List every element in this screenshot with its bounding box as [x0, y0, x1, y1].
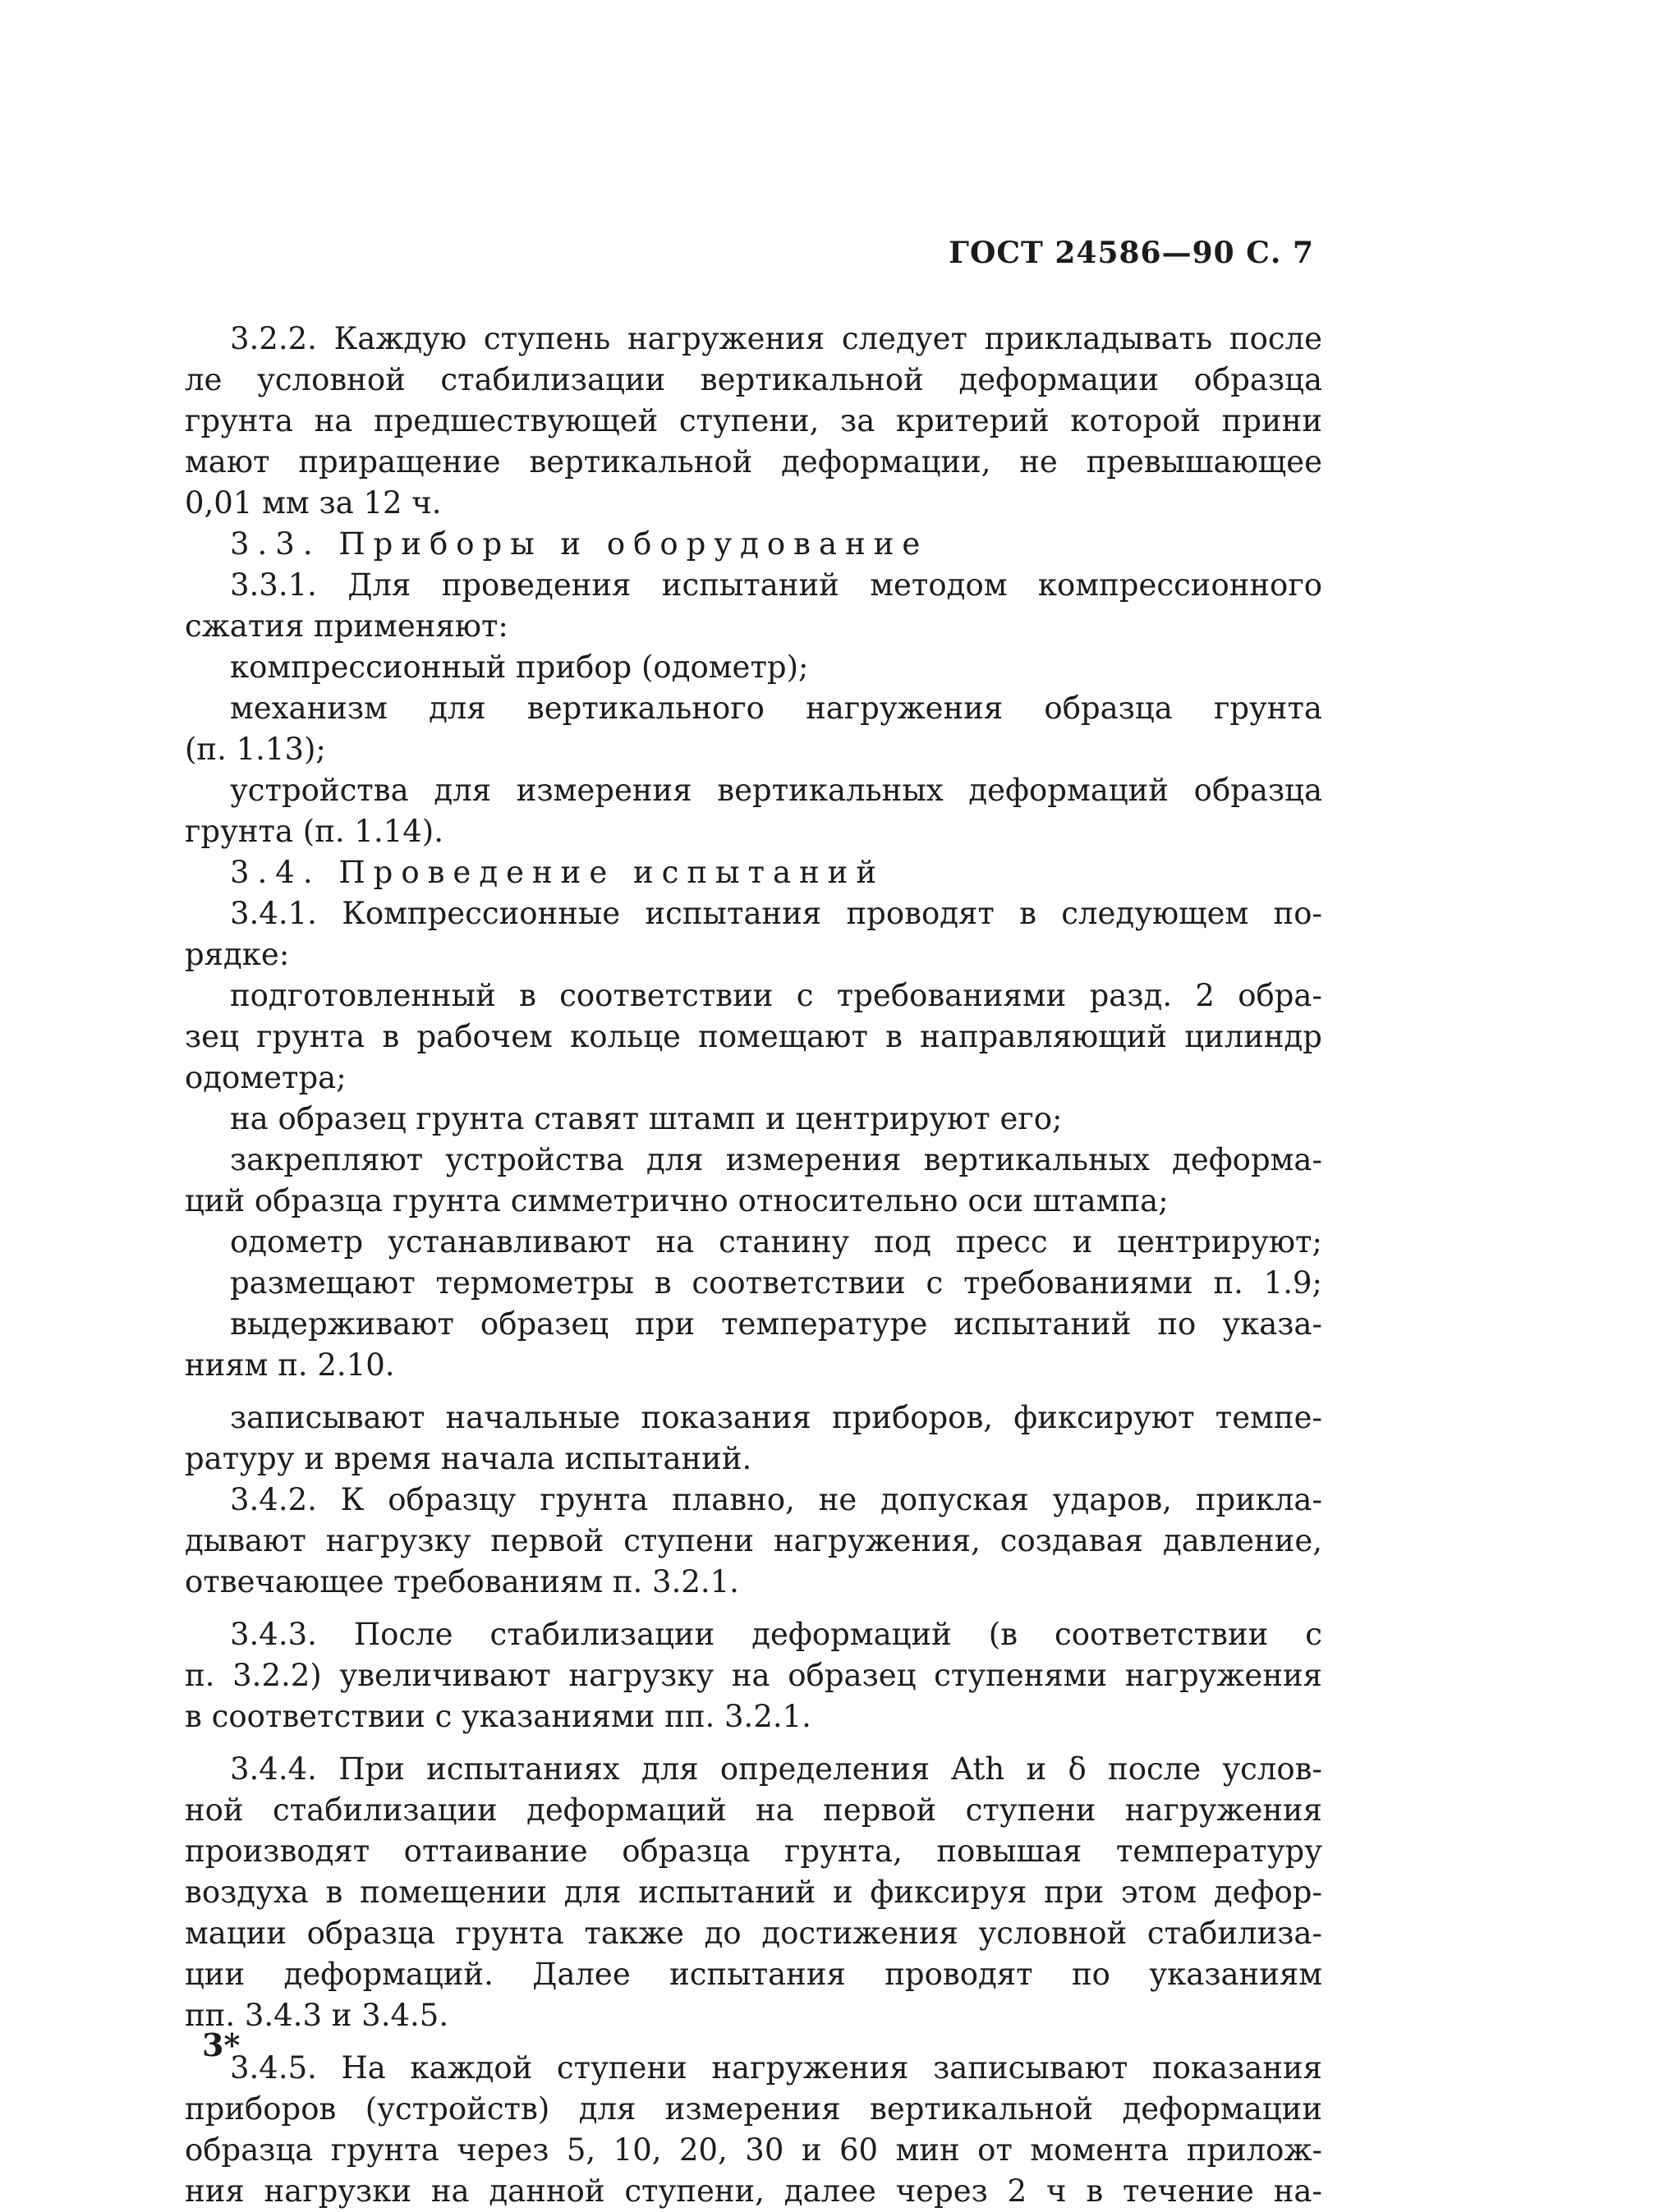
text-line: ций образца грунта симметрично относительно оси штампа; — [185, 1183, 1169, 1218]
section-heading: 3.3. Приборы и оборудование — [230, 526, 929, 562]
text-line: пп. 3.4.3 и 3.4.5. — [185, 1998, 449, 2033]
text-line: отвечающее требованиям п. 3.2.1. — [185, 1564, 739, 1599]
text-line: одометра; — [185, 1060, 347, 1095]
text-line: мации образца грунта также до достижения условной стабилиза- — [185, 1916, 1322, 1951]
section-heading: 3.4. Проведение испытаний — [230, 855, 885, 890]
text-line: 3.4.5. На каждой ступени нагружения записывают показания — [230, 2050, 1322, 2086]
text-line: приборов (устройств) для измерения вертикальной деформации — [185, 2091, 1322, 2127]
text-line: производят оттаивание образца грунта, повышая температуру — [185, 1833, 1322, 1869]
text-line: дывают нагрузку первой ступени нагружения, создавая давление, — [185, 1523, 1322, 1558]
text-line: устройства для измерения вертикальных деформаций образца — [230, 773, 1322, 808]
text-line: ния нагрузки на данной ступени, далее через 2 ч в течение на- — [185, 2173, 1322, 2209]
text-line: образца грунта через 5, 10, 20, 30 и 60 мин от момента прилож- — [185, 2132, 1322, 2168]
text-line: 3.3.1. Для проведения испытаний методом компрессионного — [230, 567, 1322, 603]
text-line: в соответствии с указаниями пп. 3.2.1. — [185, 1699, 811, 1734]
text-line: ции деформаций. Далее испытания проводят по указаниям — [185, 1957, 1322, 1992]
text-line: п. 3.2.2) увеличивают нагрузку на образец ступенями нагружения — [185, 1658, 1322, 1693]
page-header: ГОСТ 24586—90 С. 7 — [949, 236, 1314, 270]
text-line: ле условной стабилизации вертикальной деформации образца — [185, 362, 1322, 397]
text-line: рядке: — [185, 937, 290, 972]
text-line: ной стабилизации деформаций на первой ступени нагружения — [185, 1792, 1322, 1828]
text-line: записывают начальные показания приборов, фиксируют темпе- — [230, 1400, 1322, 1435]
text-line: 3.4.1. Компрессионные испытания проводят в следующем по- — [230, 896, 1322, 931]
document-body — [185, 319, 1322, 2212]
text-line: выдерживают образец при температуре испытаний по указа- — [230, 1306, 1322, 1342]
text-line: (п. 1.13); — [185, 732, 326, 767]
text-line: воздуха в помещении для испытаний и фиксируя при этом дефор- — [185, 1875, 1322, 1910]
text-line: подготовленный в соответствии с требованиями разд. 2 обра- — [230, 978, 1322, 1013]
text-line: размещают термометры в соответствии с требованиями п. 1.9; — [230, 1265, 1322, 1301]
text-line: на образец грунта ставят штамп и центрируют его; — [230, 1101, 1063, 1136]
text-line: мают приращение вертикальной деформации, не превышающее — [185, 444, 1322, 480]
text-line: 3.4.3. После стабилизации деформаций (в соответствии с — [230, 1617, 1322, 1652]
text-line: ратуру и время начала испытаний. — [185, 1441, 752, 1476]
text-line: грунта (п. 1.14). — [185, 814, 443, 849]
text-line: грунта на предшествующей ступени, за критерий которой прини — [185, 403, 1322, 438]
text-line: механизм для вертикального нагружения образца грунта — [230, 691, 1322, 726]
text-line: закрепляют устройства для измерения вертикальных деформа- — [230, 1142, 1322, 1177]
page-signature: 3* — [202, 2026, 241, 2063]
text-line: 3.2.2. Каждую ступень нагружения следует прикладывать после — [230, 321, 1322, 356]
text-line: 0,01 мм за 12 ч. — [185, 485, 442, 521]
text-line: ниям п. 2.10. — [185, 1347, 395, 1383]
text-line: одометр устанавливают на станину под пресс и центрируют; — [230, 1224, 1322, 1260]
text-line: 3.4.2. К образцу грунта плавно, не допуская ударов, прикла- — [230, 1482, 1322, 1517]
text-line: компрессионный прибор (одометр); — [230, 649, 809, 685]
text-line: 3.4.4. При испытаниях для определения Ath и δ после услов- — [230, 1751, 1322, 1787]
text-line: зец грунта в рабочем кольце помещают в направляющий цилиндр — [185, 1019, 1322, 1054]
text-line: сжатия применяют: — [185, 608, 508, 644]
